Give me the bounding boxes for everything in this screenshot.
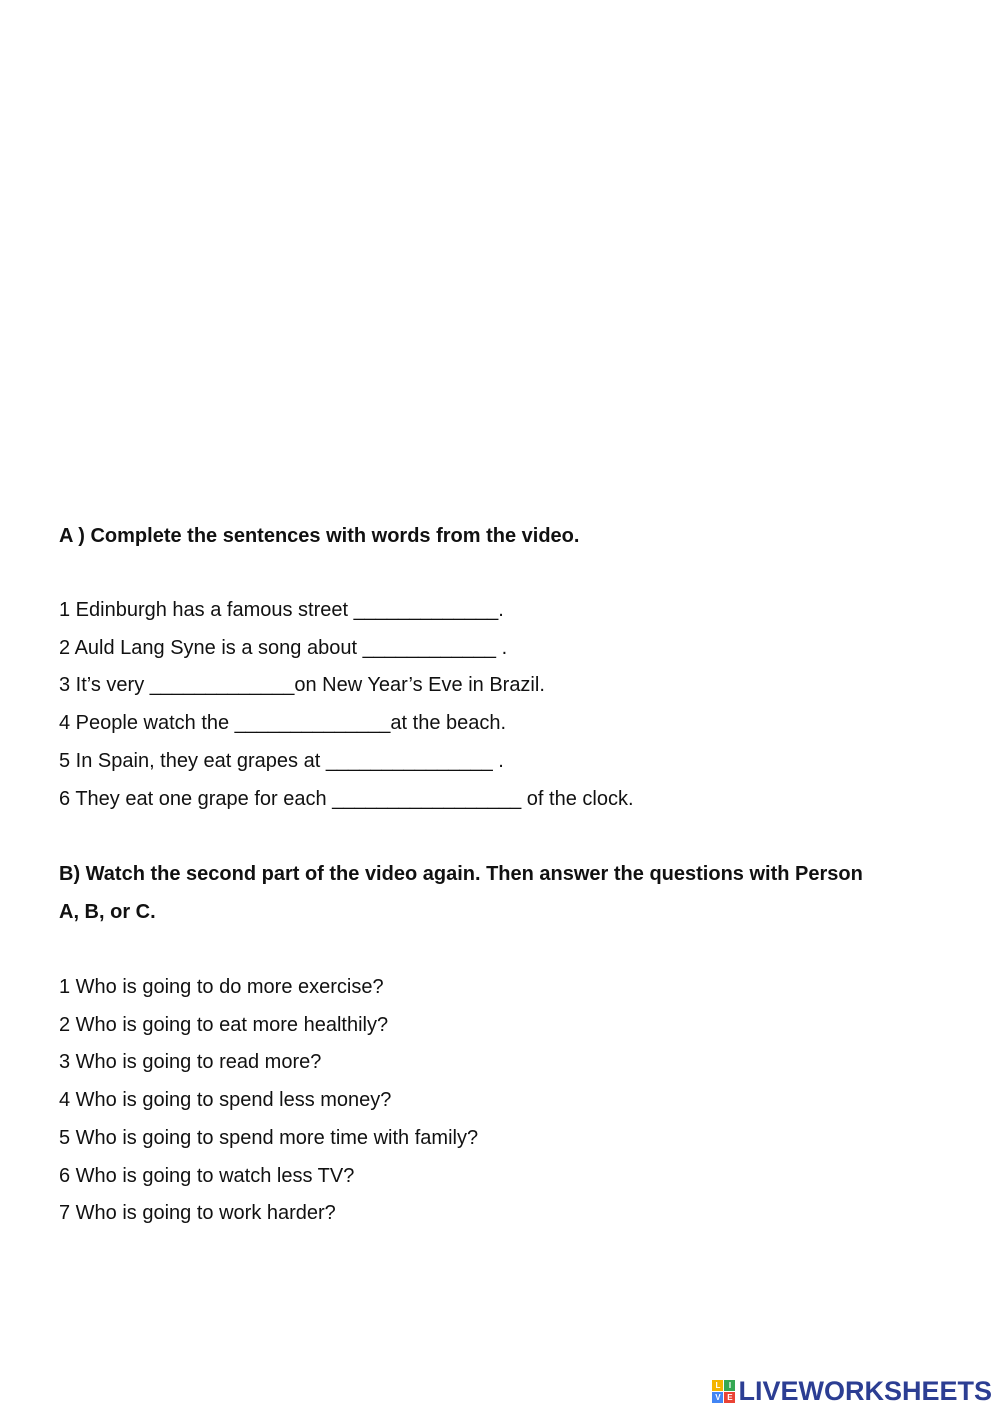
section-b-item: 6 Who is going to watch less TV?: [59, 1164, 355, 1187]
section-a-heading: A ) Complete the sentences with words from the video.: [59, 525, 580, 547]
section-b-item: 3 Who is going to read more?: [59, 1051, 322, 1074]
section-b-item: 7 Who is going to work harder?: [59, 1202, 336, 1225]
section-b-heading-line2: A, B, or C.: [59, 901, 156, 923]
section-b-heading-line1: B) Watch the second part of the video again. Then answer the questions with Person: [59, 863, 863, 885]
section-b-heading: [59, 855, 959, 931]
section-b-item: 1 Who is going to do more exercise?: [59, 976, 384, 998]
liveworksheets-logo-icon: [712, 1380, 735, 1403]
section-b-item: 4 Who is going to spend less money?: [59, 1089, 392, 1112]
section-b-item: 5 Who is going to spend more time with family?: [59, 1126, 479, 1149]
liveworksheets-brand: [712, 1376, 992, 1407]
logo-tile-e: E: [724, 1392, 735, 1403]
section-a-item: 5 In Spain, they eat grapes at _______________ .: [59, 749, 504, 772]
section-a-item: 6 They eat one grape for each _________________ of the clock.: [59, 787, 634, 810]
logo-tile-i: I: [724, 1380, 735, 1391]
logo-tile-v: V: [712, 1392, 723, 1403]
section-b-list: [59, 969, 478, 1233]
section-a-item: 3 It’s very _____________on New Year’s Eve in Brazil.: [59, 674, 545, 697]
section-a-item: 1 Edinburgh has a famous street _____________.: [59, 599, 504, 621]
section-a-item: 2 Auld Lang Syne is a song about ____________ .: [59, 636, 508, 659]
section-a-item: 4 People watch the ______________at the beach.: [59, 712, 507, 735]
liveworksheets-wordmark: LIVEWORKSHEETS: [738, 1376, 992, 1406]
logo-tile-l: L: [712, 1380, 723, 1391]
section-b-item: 2 Who is going to eat more healthily?: [59, 1013, 389, 1036]
section-a-list: [59, 592, 634, 818]
